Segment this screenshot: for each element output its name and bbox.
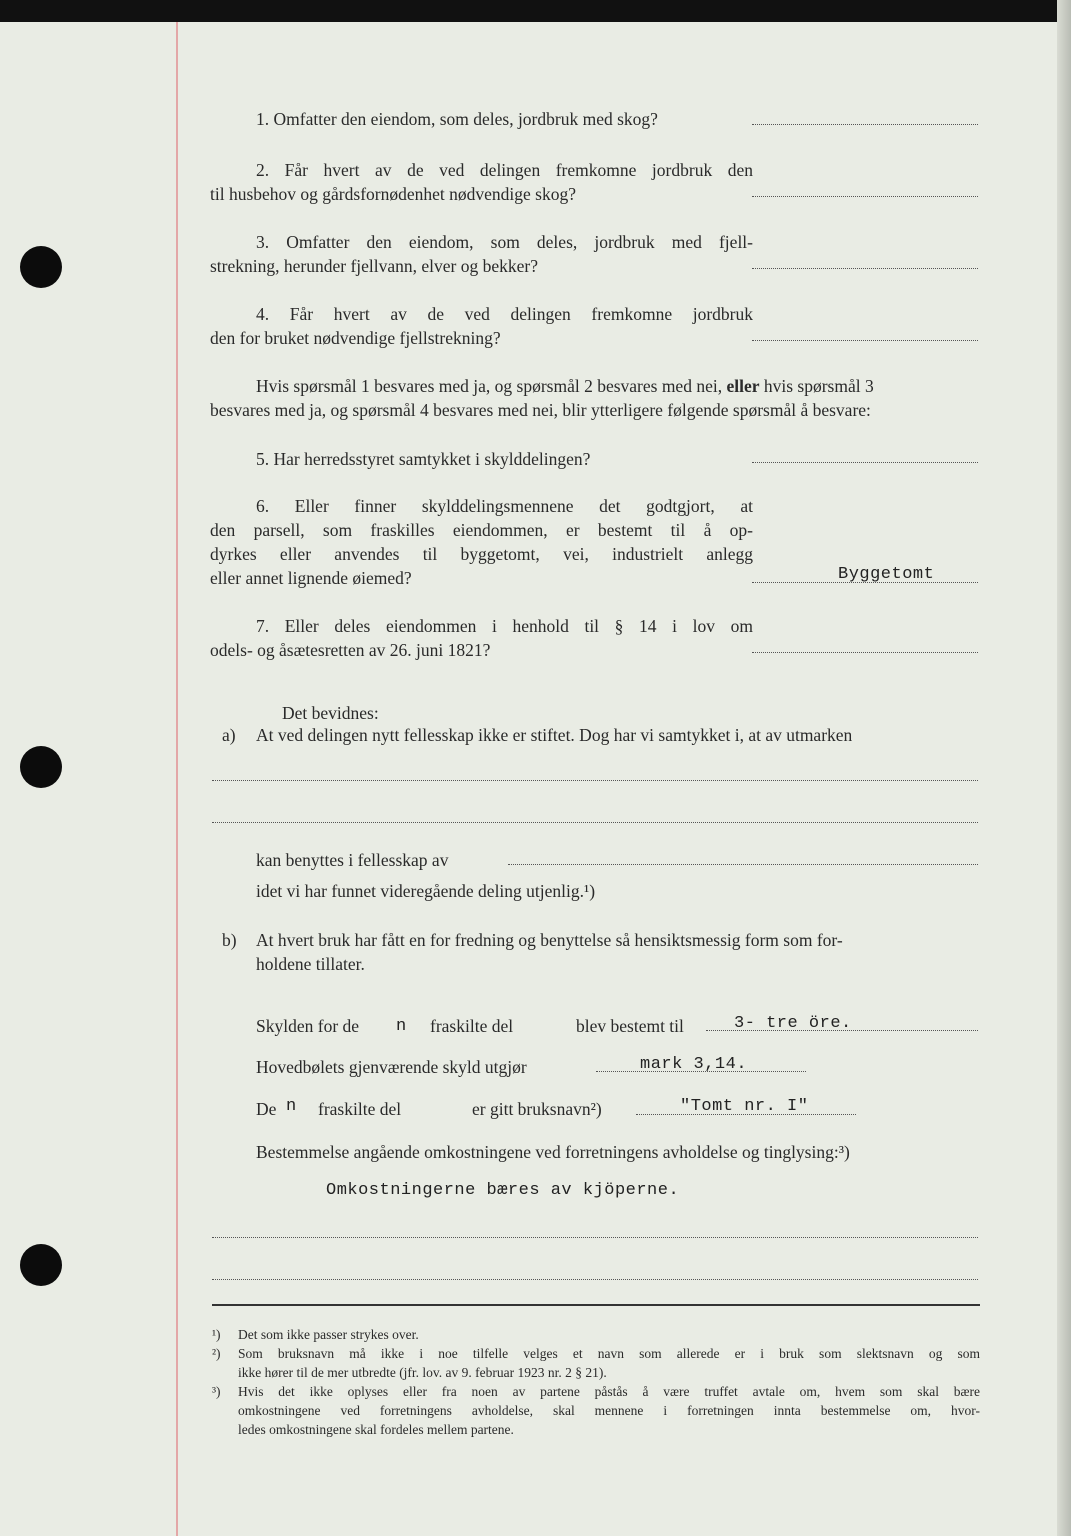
section-a-label: a) [222, 725, 236, 745]
question-6-line-4: eller annet lignende øiemed? [210, 568, 412, 588]
shared-use-label: kan benyttes i fellesskap av [256, 850, 449, 870]
question-3-answer-field[interactable] [752, 268, 978, 269]
question-1-text: 1. Omfatter den eiendom, som deles, jordbruk med skog? [256, 109, 658, 129]
footnote-3-line-3: ledes omkostningene skal fordeles mellem partene. [238, 1422, 514, 1437]
conditional-line-1-text: Hvis spørsmål 1 besvares med ja, og spørsmål 2 besvares med nei, [256, 376, 723, 396]
skyld-label-a: Skylden for de [256, 1016, 360, 1036]
scan-right-edge [1057, 0, 1071, 1536]
hovedbol-value: mark 3,14. [640, 1055, 748, 1074]
bruksnavn-label-c: er gitt bruksnavn²) [472, 1099, 602, 1119]
question-4-line-2: den for bruket nødvendige fjellstrekning? [210, 328, 501, 348]
section-b-line-2: holdene tillater. [256, 954, 365, 974]
utmark-line-2[interactable] [212, 822, 978, 823]
bruksnavn-label-b: fraskilte del [318, 1099, 402, 1119]
question-7-line-2: odels- og åsætesretten av 26. juni 1821? [210, 640, 491, 660]
punch-hole-middle [20, 746, 62, 788]
question-3-line-1: 3. Omfatter den eiendom, som deles, jordbruk med fjell- [256, 232, 753, 252]
shared-use-field[interactable] [508, 864, 978, 865]
question-5-text: 5. Har herredsstyret samtykket i skylddelingen? [256, 449, 591, 469]
costs-line-3[interactable] [212, 1279, 978, 1280]
question-7-line-1: 7. Eller deles eiendommen i henhold til § 14 i lov om [256, 616, 753, 636]
conditional-line-1-end: hvis spørsmål 3 [763, 376, 874, 396]
question-6-answer: Byggetomt [838, 565, 935, 584]
scan-top-border [0, 0, 1071, 22]
skyld-handwritten-n: n [396, 1017, 407, 1036]
question-6-line-3: dyrkes eller anvendes til byggetomt, vei, industrielt anlegg [210, 544, 753, 564]
footnote-1-mark: ¹) [212, 1327, 221, 1342]
question-5-answer-field[interactable] [752, 462, 978, 463]
question-1-answer-field[interactable] [752, 124, 978, 125]
footnote-2-mark: ²) [212, 1346, 221, 1361]
question-6-line-1: 6. Eller finner skylddelingsmennene det godtgjort, at [256, 496, 753, 516]
footnote-3-line-1: Hvis det ikke oplyses eller fra noen av partene påstås å være truffet avtale om, hvem som skal bære [238, 1384, 980, 1399]
bruksnavn-handwritten-n: n [286, 1097, 297, 1116]
punch-hole-bottom [20, 1244, 62, 1286]
section-b-line-1: At hvert bruk har fått en for fredning og benyttelse så hensiktsmessig form som for- [256, 930, 843, 950]
skyld-label-b: fraskilte del [430, 1016, 514, 1036]
footnote-3-mark: ³) [212, 1384, 221, 1399]
conditional-line-2: besvares med ja, og spørsmål 4 besvares med nei, blir ytterligere følgende spørsmål å besvare: [210, 400, 871, 420]
question-2-answer-field[interactable] [752, 196, 978, 197]
punch-hole-top [20, 246, 62, 288]
footnote-1-line-1: Det som ikke passer strykes over. [238, 1327, 419, 1342]
utmark-line-1[interactable] [212, 780, 978, 781]
costs-value: Omkostningerne bæres av kjöperne. [326, 1181, 680, 1200]
skyld-label-c: blev bestemt til [576, 1016, 684, 1036]
footnote-3-line-2: omkostningene ved forretningens avholdelse, skal mennene i forretningen innta bestemmelse om, hvor- [238, 1403, 980, 1418]
question-2-line-2: til husbehov og gårdsfornødenhet nødvendige skog? [210, 184, 576, 204]
question-7-answer-field[interactable] [752, 652, 978, 653]
costs-line-2[interactable] [212, 1237, 978, 1238]
question-4-answer-field[interactable] [752, 340, 978, 341]
section-a-text: At ved delingen nytt fellesskap ikke er stiftet. Dog har vi samtykket i, at av utmarken [256, 725, 853, 745]
bruksnavn-label-a: De [256, 1099, 277, 1119]
footnote-2-line-2: ikke hører til de mer utbredte (jfr. lov. av 9. februar 1923 nr. 2 § 21). [238, 1365, 607, 1380]
unfit-division-text: idet vi har funnet videregående deling utjenlig.¹) [256, 881, 596, 901]
footnote-separator [212, 1304, 980, 1306]
bruksnavn-value: "Tomt nr. I" [680, 1097, 809, 1116]
footnote-2-line-1: Som bruksnavn må ikke i noe tilfelle velges et navn som allerede er i bruk som slektsnavn og som [238, 1346, 980, 1361]
question-4-line-1: 4. Får hvert av de ved delingen fremkomne jordbruk [256, 304, 753, 324]
conditional-line-1 [256, 374, 874, 398]
question-3-line-2: strekning, herunder fjellvann, elver og bekker? [210, 256, 538, 276]
certify-heading: Det bevidnes: [282, 703, 379, 723]
hovedbol-label: Hovedbølets gjenværende skyld utgjør [256, 1057, 527, 1077]
skyld-value: 3- tre öre. [734, 1014, 852, 1033]
section-b-label: b) [222, 930, 237, 950]
red-margin-line [176, 22, 178, 1536]
conditional-bold-word: eller [726, 376, 760, 396]
question-2-line-1: 2. Får hvert av de ved delingen fremkomne jordbruk den [256, 160, 753, 180]
question-6-line-2: den parsell, som fraskilles eiendommen, er bestemt til å op- [210, 520, 753, 540]
costs-label: Bestemmelse angående omkostningene ved forretningens avholdelse og tinglysing:³) [256, 1142, 850, 1162]
